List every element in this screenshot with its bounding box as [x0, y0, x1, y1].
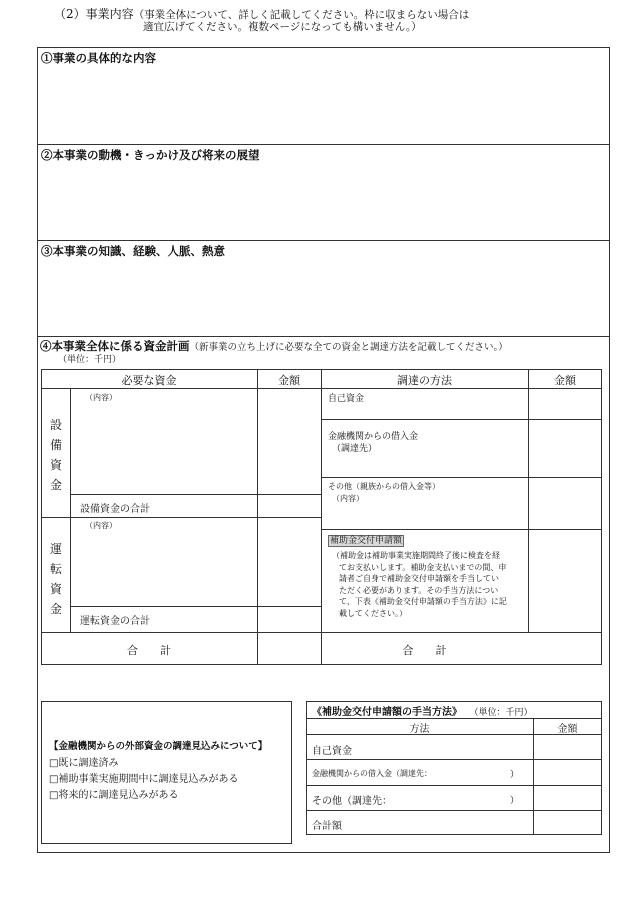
- subsidy-row-other-end: ）: [510, 796, 520, 806]
- total-right-label: 合 計: [402, 644, 447, 657]
- other-content-label: （内容）: [332, 494, 364, 503]
- total-left-label: 合 計: [127, 644, 171, 657]
- outlook-option-2[interactable]: □補助事業実施期間中に調達見込みがある: [49, 774, 239, 785]
- bank-loan-label: 金融機関からの借入金: [328, 432, 419, 442]
- outlook-title: 【金融機関からの外部資金の調達見込みについて】: [49, 741, 268, 752]
- section-2-box[interactable]: [37, 144, 610, 241]
- outlook-option-1[interactable]: □既に調達済み: [49, 758, 119, 769]
- operating-total-label: 運転資金の合計: [80, 616, 150, 627]
- section-title: （2）事業内容: [54, 7, 134, 21]
- equipment-content-label: （内容）: [85, 393, 117, 402]
- bank-source-label: （調達先）: [332, 444, 378, 454]
- section-4-note: （新事業の立ち上げに必要な全ての資金と調達方法を記載してください。）: [189, 342, 508, 353]
- subsidy-method-title: 《補助金交付申請額の手当方法》 （単位：千円）: [312, 707, 533, 718]
- other-funds-label: その他（親族からの借入金等）: [328, 482, 440, 491]
- subsidy-header-amount: 金額: [557, 724, 578, 735]
- subsidy-row-total: 合計額: [312, 821, 342, 832]
- section-1-label: ①事業の具体的な内容: [41, 51, 156, 65]
- unit-label: （単位：千円）: [58, 355, 122, 365]
- equipment-total-label: 設備資金の合計: [80, 504, 150, 515]
- subsidy-method-table: [306, 701, 602, 835]
- subsidy-note: （補助金は補助事業実施期間終了後に検査を経 てお支払いします。補助金支払いまでの間、申 請者ご自身で補助金交付申請額を手当してい ただく必要があります。その手当方法につい て、下表《補助金交付申請額の手当方法》に記 載してください。）: [332, 551, 507, 618]
- own-funds-label: 自己資金: [328, 394, 365, 404]
- header-method: 調達の方法: [397, 374, 452, 387]
- subsidy-row-own-funds: 自己資金: [312, 746, 352, 757]
- operating-content-label: （内容）: [85, 521, 117, 530]
- equipment-funds-label: 設 備 資 金: [49, 418, 62, 492]
- subsidy-row-other: その他（調達先：: [312, 796, 392, 807]
- subsidy-label: 補助金交付申請額: [330, 536, 403, 546]
- header-amount: 金額: [278, 374, 300, 387]
- section-3-label: ③本事業の知識、経験、人脈、熱意: [41, 244, 225, 258]
- subsidy-row-bank-loan-end: ）: [510, 770, 520, 780]
- section-4-label: ④本事業全体に係る資金計画（新事業の立ち上げに必要な全ての資金と調達方法を記載してください。）: [40, 339, 508, 353]
- section-2-label: ②本事業の動機・きっかけ及び将来の展望: [41, 148, 260, 162]
- section-3-box[interactable]: [37, 240, 610, 337]
- section-note-line2: 適宜広げてください。複数ページになっても構いません。）: [143, 21, 422, 33]
- header-required-funds: 必要な資金: [121, 374, 177, 387]
- subsidy-header-method: 方法: [409, 724, 430, 735]
- outlook-option-3[interactable]: □将来的に調達見込みがある: [49, 790, 179, 801]
- section-1-box[interactable]: [37, 47, 610, 145]
- funds-table: [41, 369, 602, 665]
- header-amount-2: 金額: [554, 374, 576, 387]
- operating-funds-label: 運 転 資 金: [49, 542, 62, 616]
- section-note: （事業全体について、詳しく記載してください。枠に収まらない場合は: [133, 9, 470, 21]
- subsidy-row-bank-loan: 金融機関からの借入金（調達先：: [312, 769, 432, 778]
- section-header: [54, 8, 469, 22]
